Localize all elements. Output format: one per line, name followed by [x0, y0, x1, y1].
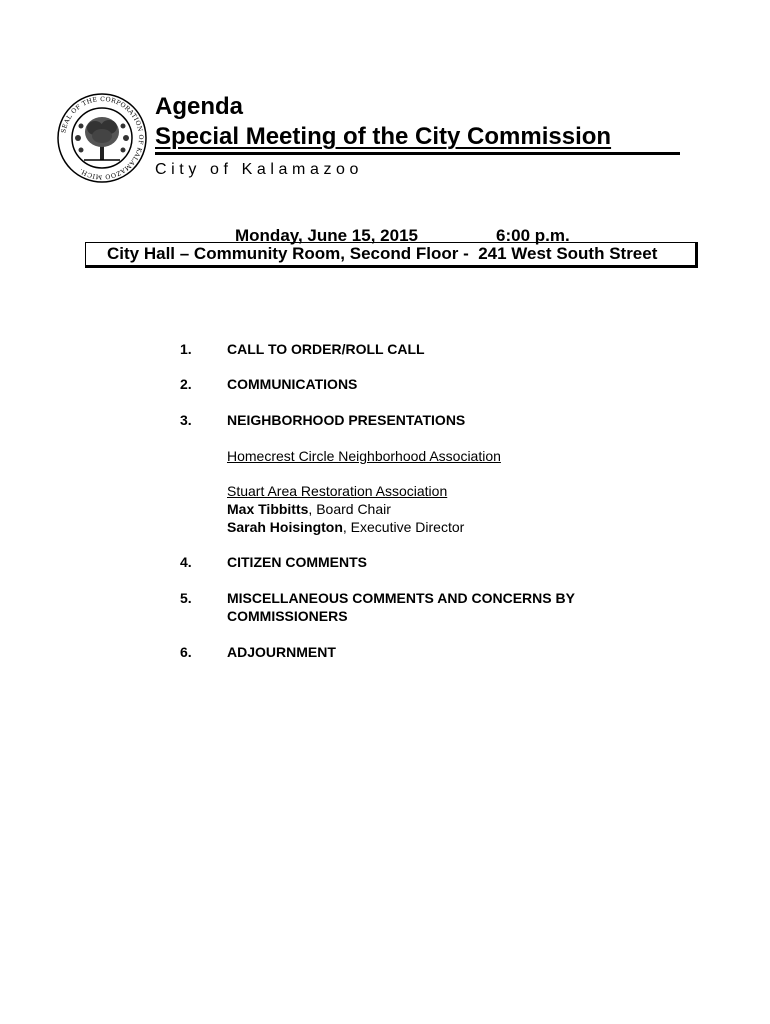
agenda-item-label: CITIZEN COMMENTS [227, 554, 367, 570]
presenter-name: Max Tibbitts [227, 501, 309, 517]
title-divider [155, 152, 680, 155]
presenter-role: , Executive Director [342, 519, 465, 535]
agenda-item-number: 1. [180, 341, 192, 357]
presentation-org: Homecrest Circle Neighborhood Association [227, 448, 501, 464]
agenda-item-number: 2. [180, 376, 192, 392]
svg-text:SEAL OF THE CORPORATION OF KAL: SEAL OF THE CORPORATION OF KALAMAZOO MICH. [60, 95, 145, 181]
meeting-location: City Hall – Community Room, Second Floor - 241 West South Street [85, 242, 698, 268]
agenda-item-label: CALL TO ORDER/ROLL CALL [227, 341, 425, 357]
agenda-item-number: 6. [180, 644, 192, 660]
agenda-item-label: COMMUNICATIONS [227, 376, 358, 392]
agenda-item-number: 3. [180, 412, 192, 428]
presenter-name: Sarah Hoisington [227, 519, 343, 535]
meeting-date: Monday, June 15, 2015 [235, 226, 418, 245]
presenter-line [227, 500, 391, 518]
agenda-item-number: 5. [180, 590, 192, 606]
city-name: City of Kalamazoo [155, 161, 364, 178]
meeting-title: Special Meeting of the City Commission [155, 123, 612, 150]
agenda-item-label: ADJOURNMENT [227, 644, 336, 660]
city-seal-logo [56, 92, 148, 184]
presentation-org: Stuart Area Restoration Association [227, 483, 448, 499]
agenda-title: Agenda [155, 93, 244, 120]
agenda-item-number: 4. [180, 554, 192, 570]
presenter-line [227, 518, 464, 536]
agenda-item-label: NEIGHBORHOOD PRESENTATIONS [227, 412, 466, 428]
presenter-role: , Board Chair [308, 501, 391, 517]
meeting-time: 6:00 p.m. [496, 226, 570, 245]
agenda-item-label: MISCELLANEOUS COMMENTS AND CONCERNS BY COMMISSIONERS [227, 590, 575, 624]
